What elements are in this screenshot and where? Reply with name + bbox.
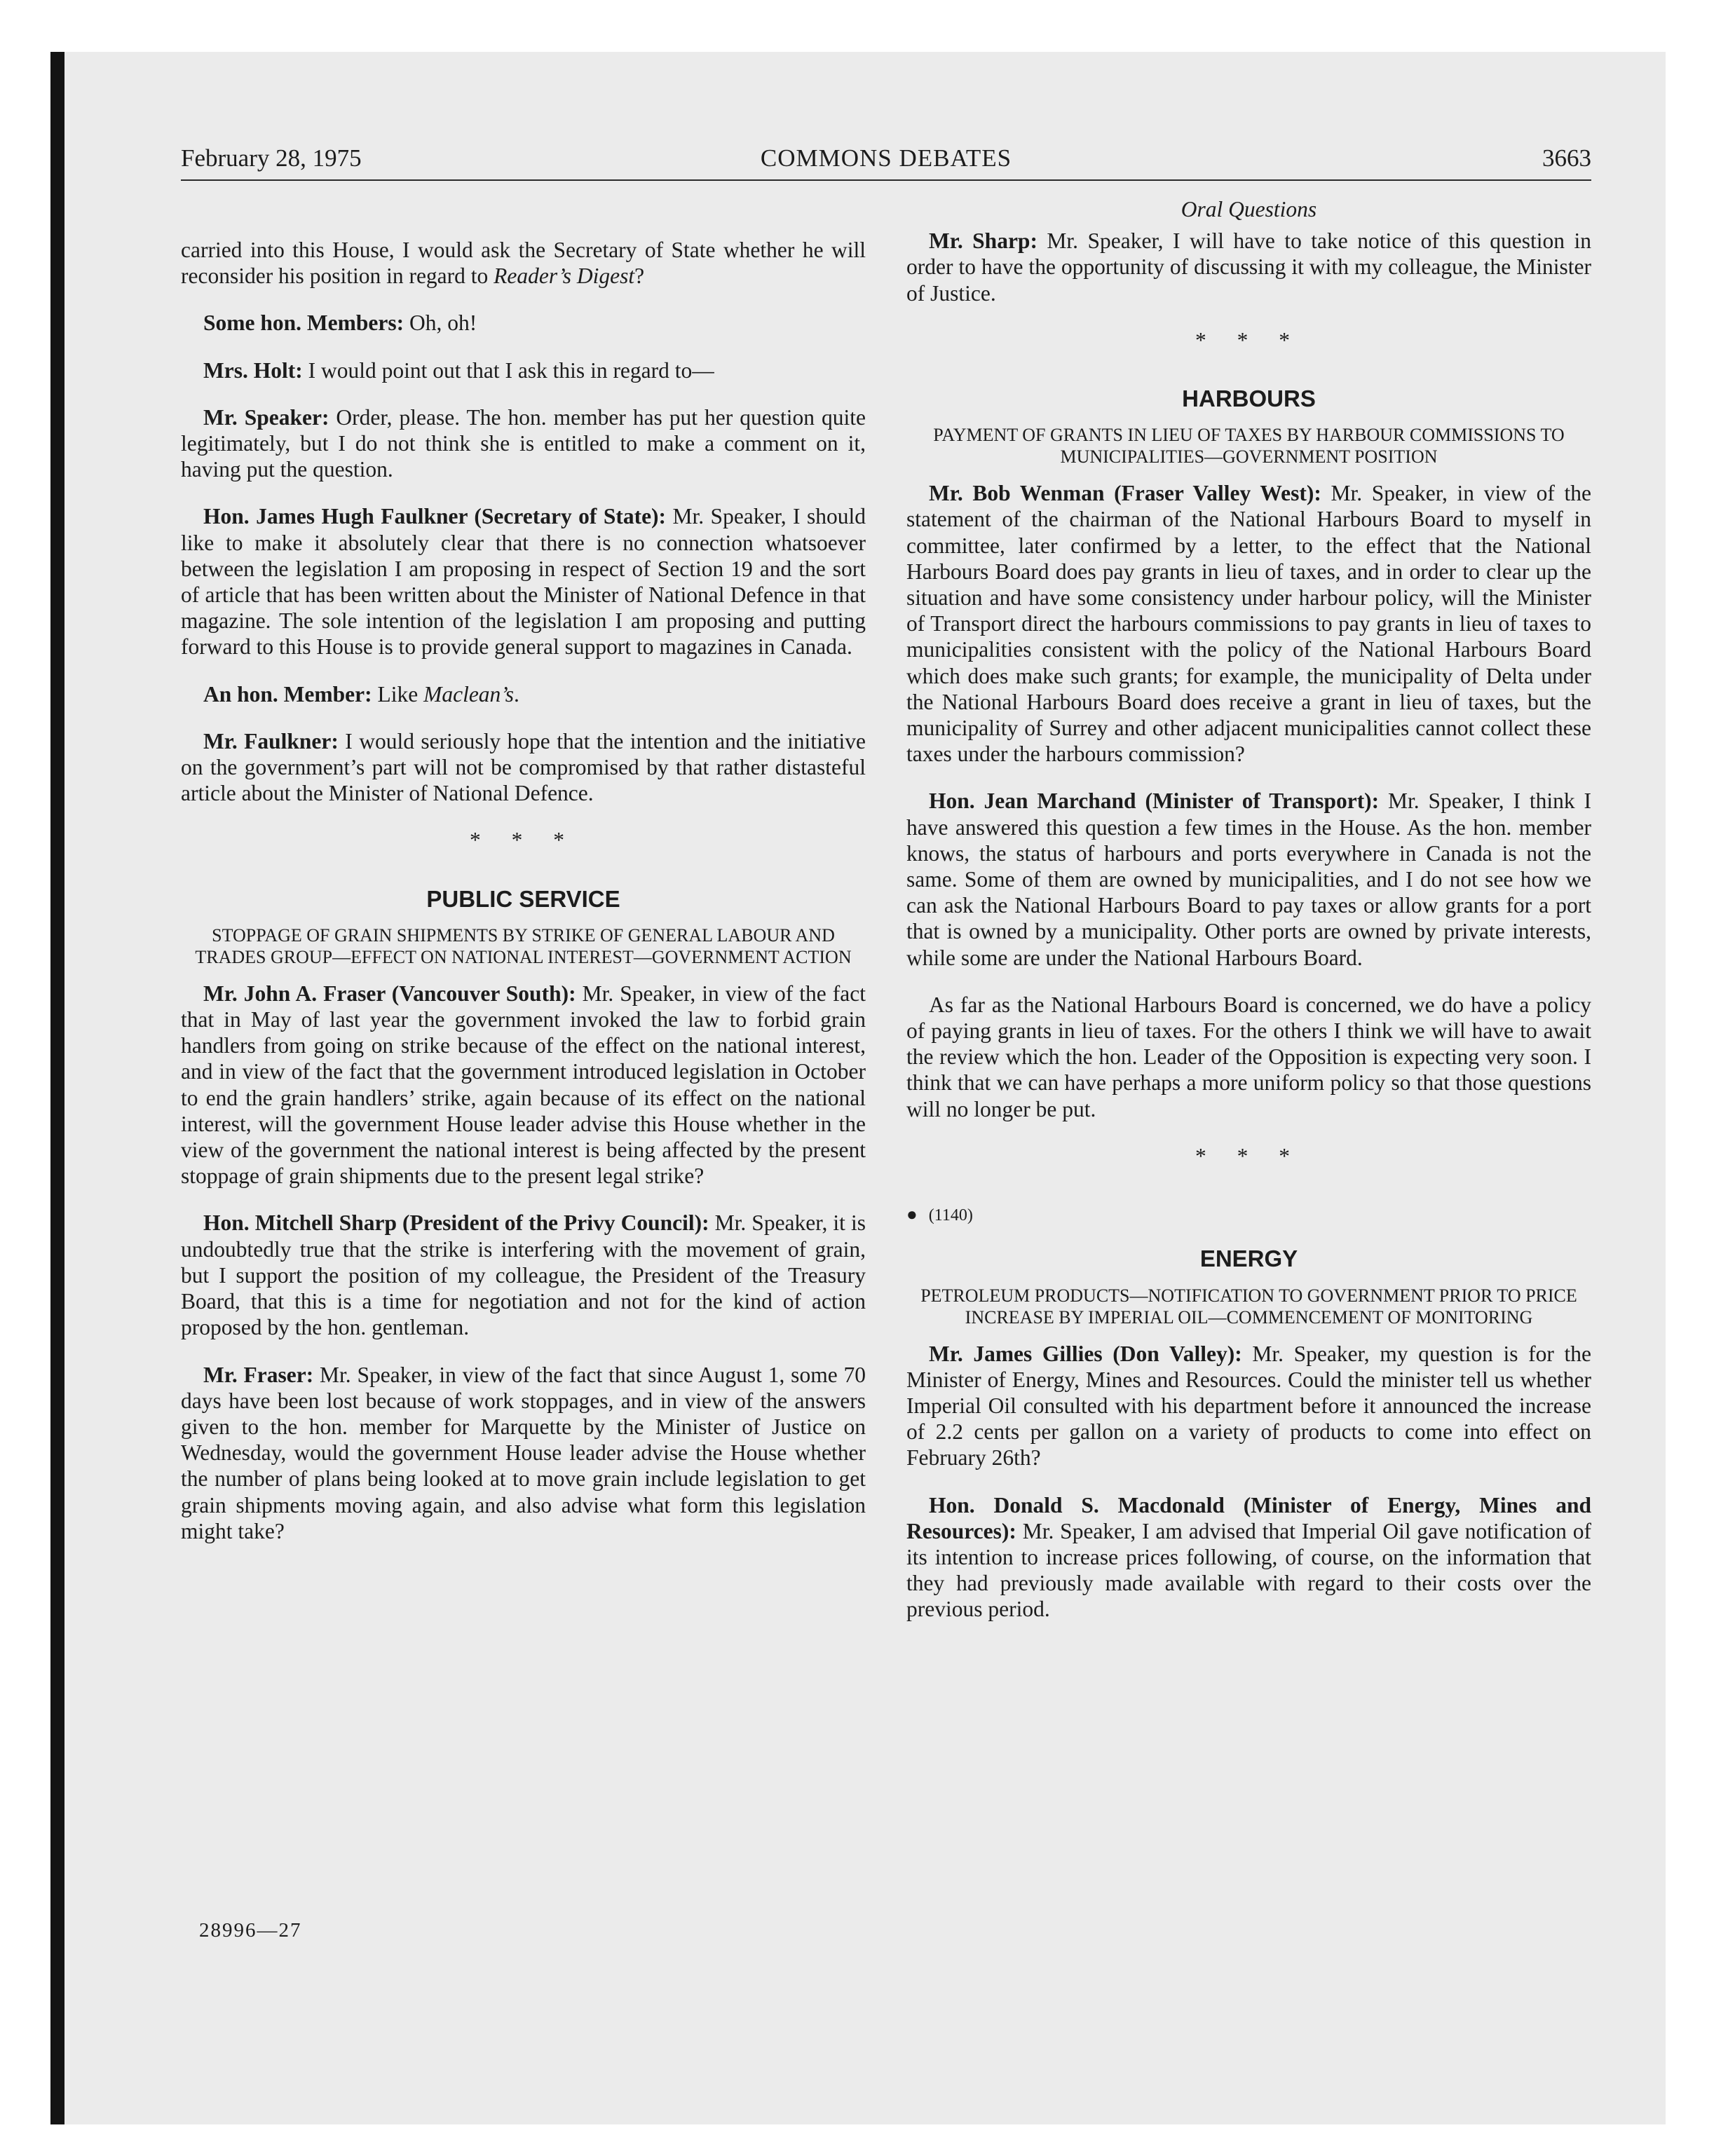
paragraph xyxy=(181,503,866,660)
paragraph-text: ? xyxy=(634,264,645,289)
italic-text: Reader’s Digest xyxy=(494,264,635,289)
section-title: ENERGY xyxy=(1199,1246,1298,1272)
paragraph-text: Order, please. The hon. member has put her question quite legitimately, but I do not think she is entitled to make a comment on it, having put the question. xyxy=(181,404,866,482)
paragraph-text: Mr. Speaker, my question is for the Minister of Energy, Mines and Resources. Could the minister tell us whether Imperial Oil consulted with his department before it announced the increase of 2.2 cents per gallon on a variety of products to come into effect on February 26th? xyxy=(906,1341,1592,1471)
paragraph-text: Mr. Speaker, in view of the fact that in May of last year the government invoked the law to forbid grain handlers from going on strike because of the effect on the national interest, and in view of the fact that the government introduced legislation in October to end the grain handlers’ strike, again because of its effect on the national interest, will the government House leader advise this House whether in the view of the government the national interest is being affected by the present stoppage of grain shipments due to the present legal strike? xyxy=(181,981,866,1189)
section-divider: * * * xyxy=(1195,327,1302,353)
running-head: Oral Questions xyxy=(1181,197,1317,221)
speaker-name: Mr. Sharp: xyxy=(929,228,1037,254)
bullet-icon: ● xyxy=(906,1204,918,1225)
right-column xyxy=(906,196,1591,1644)
paragraph xyxy=(906,788,1591,970)
paragraph xyxy=(181,310,866,336)
speaker-name: An hon. Member: xyxy=(203,681,372,707)
subheading: PAYMENT OF GRANTS IN LIEU OF TAXES BY HARBOUR COMMISSIONS TO MUNICIPALITIES—GOVERNMENT POSITION xyxy=(933,425,1565,468)
header-rule xyxy=(181,179,1591,181)
italic-text: Maclean’s xyxy=(423,681,514,707)
paragraph-text: Mr. Speaker, I should like to make it absolutely clear that there is no connection whatsoever between the legislation I am proposing in respect of Section 19 and the sort of article that has been written about the Minister of National Defence in that magazine. The sole intention of the legislation I am proposing and putting forward to this House is to provide general support to magazines in Canada. xyxy=(181,504,866,660)
time-marker xyxy=(906,1201,1591,1229)
paragraph xyxy=(181,357,866,383)
paragraph xyxy=(181,237,866,289)
paragraph xyxy=(181,1362,866,1544)
paragraph-text: Mr. Speaker, I am advised that Imperial Oil gave notification of its intention to increase prices following, of course, on the information that they had previously made available with regard to their costs over the previous period. xyxy=(906,1518,1591,1622)
paragraph-text: Mr. Speaker, in view of the fact that since August 1, some 70 days have been lost because of work stoppages, and in view of the answers given to the hon. member for Marquette by the Minister of Justice on Wednesday, would the government House leader advise the House whether the number of plans being looked at to move grain include legislation to get grain shipments moving again, and also advise what form this legislation might take? xyxy=(181,1362,866,1543)
header-date: February 28, 1975 xyxy=(181,144,362,172)
section-divider: * * * xyxy=(1195,1143,1302,1168)
paragraph xyxy=(181,728,866,807)
speaker-name: Some hon. Members: xyxy=(203,311,404,336)
subheading: STOPPAGE OF GRAIN SHIPMENTS BY STRIKE OF GENERAL LABOUR AND TRADES GROUP—EFFECT ON NATIONAL INTEREST—GOVERNMENT ACTION xyxy=(195,925,852,967)
paragraph xyxy=(906,228,1591,306)
speaker-name: Mr. Fraser: xyxy=(203,1362,314,1387)
paragraph: As far as the National Harbours Board is concerned, we do have a policy of paying grants in lieu of taxes. For the others I think we will have to await the review which the hon. Leader of the Opposition is expecting very soon. I think that we can have perhaps a more uniform policy so that those questions will no longer be put. xyxy=(906,992,1591,1121)
time-marker-text: (1140) xyxy=(928,1206,973,1225)
paragraph-text: Mr. Speaker, it is undoubtedly true that the strike is interfering with the movement of grain, but I support the position of my colleague, the President of the Treasury Board, that this is a time for negotiation and not for the kind of action proposed by the hon. gentleman. xyxy=(181,1210,866,1340)
speaker-name: Mr. John A. Fraser (Vancouver South): xyxy=(203,981,576,1006)
paragraph-text: Mr. Speaker, I will have to take notice of this question in order to have the opportunity of discussing it with my colleague, the Minister of Justice. xyxy=(906,228,1591,306)
subheading: PETROLEUM PRODUCTS—NOTIFICATION TO GOVERNMENT PRIOR TO PRICE INCREASE BY IMPERIAL OIL—COMMENCEMENT OF MONITORING xyxy=(920,1285,1577,1328)
paragraph xyxy=(906,480,1591,767)
paragraph xyxy=(906,1341,1591,1471)
section-divider: * * * xyxy=(470,828,577,853)
paragraph-text: . xyxy=(514,681,519,707)
header-page-number: 3663 xyxy=(1542,144,1591,172)
speaker-name: Hon. Donald S. Macdonald (Minister of Energy, Mines and Resources): xyxy=(906,1492,1591,1543)
speaker-name: Mr. Bob Wenman (Fraser Valley West): xyxy=(929,481,1321,506)
paragraph-text: Like xyxy=(372,681,424,707)
section-title: HARBOURS xyxy=(1182,386,1316,412)
speaker-name: Mrs. Holt: xyxy=(203,357,303,383)
paragraph xyxy=(906,1492,1591,1623)
paragraph-text: I would seriously hope that the intention and the initiative on the government’s part will not be compromised by that rather distasteful article about the Minister of National Defence. xyxy=(181,728,866,806)
paragraph xyxy=(181,1210,866,1340)
section-title: PUBLIC SERVICE xyxy=(426,885,620,912)
speaker-name: Mr. Faulkner: xyxy=(203,728,339,753)
paragraph-text: I would point out that I ask this in regard to— xyxy=(302,357,714,383)
paragraph-text: Mr. Speaker, in view of the statement of the chairman of the National Harbours Board to myself in committee, later confirmed by a letter, to the effect that the National Harbours Board does pay grants in lieu of taxes, and in order to clear up the situation and have some consistency under harbour policy, will the Minister of Transport direct the harbours commissions to pay grants in lieu of taxes to municipalities consistent with the policy of the National Harbours Board which does make such grants; for example, the municipality of Delta under the National Harbours Board does receive a grant in lieu of taxes, but the municipality of Surrey and other adjacent municipalities cannot collect these taxes under the harbours commission? xyxy=(906,481,1591,767)
paragraph-text: Oh, oh! xyxy=(404,311,477,336)
paragraph-text: carried into this House, I would ask the Secretary of State whether he will reconsider his position in regard to xyxy=(181,238,866,289)
paragraph xyxy=(181,981,866,1189)
speaker-name: Hon. Jean Marchand (Minister of Transport): xyxy=(929,789,1380,814)
scan-edge xyxy=(50,52,64,2124)
paragraph xyxy=(181,404,866,483)
speaker-name: Mr. James Gillies (Don Valley): xyxy=(929,1341,1242,1366)
speaker-name: Mr. Speaker: xyxy=(203,404,329,430)
print-code: 28996—27 xyxy=(199,1919,302,1942)
left-column xyxy=(181,237,866,1565)
speaker-name: Hon. Mitchell Sharp (President of the Privy Council): xyxy=(203,1210,709,1236)
header-title: COMMONS DEBATES xyxy=(760,144,1012,172)
paragraph xyxy=(181,681,866,707)
paragraph-text: Mr. Speaker, I think I have answered this question a few times in the House. As the hon. member knows, the status of harbours and ports everywhere in Canada is not the same. Some of them are owned by municipalities, and I do not see how we can ask the National Harbours Board to pay taxes or allow grants for a port that is owned by a municipality. Other ports are owned by private interests, while some are under the National Harbours Board. xyxy=(906,789,1591,970)
page-header xyxy=(181,144,1591,179)
speaker-name: Hon. James Hugh Faulkner (Secretary of State): xyxy=(203,504,667,529)
